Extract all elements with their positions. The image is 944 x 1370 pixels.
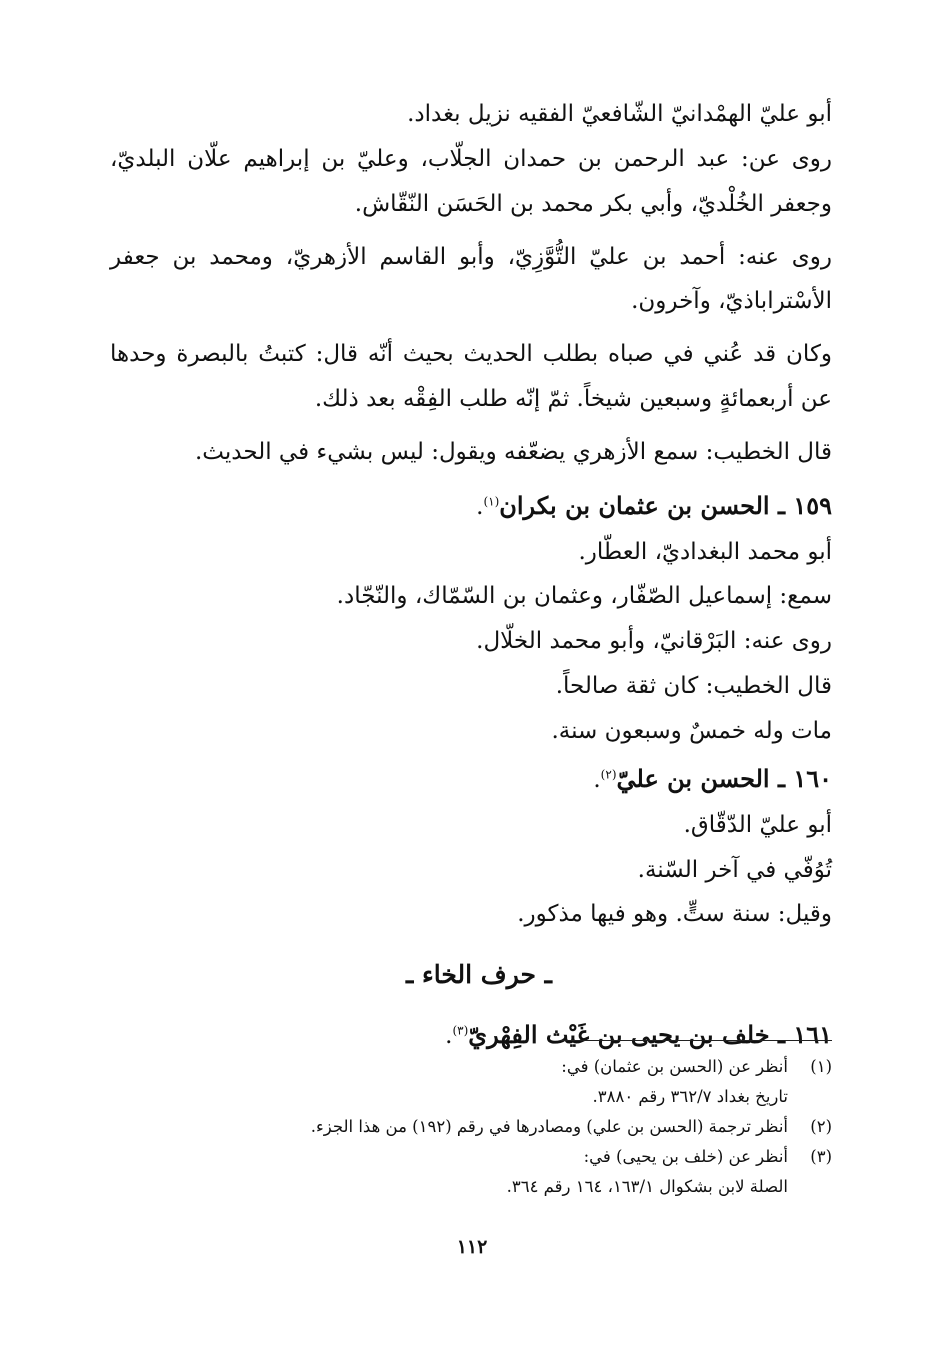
text-paragraph: قال الخطيب: سمع الأزهري يضعّفه ويقول: ليس بشيء في الحديث.	[195, 438, 832, 465]
footnote-text: أنظر ترجمة (الحسن بن علي) ومصادرها في رقم (١٩٢) من هذا الجزء.	[310, 1117, 788, 1137]
entry-end-mark: .	[476, 493, 484, 520]
footnote	[110, 1052, 832, 1082]
entry-160	[110, 756, 832, 937]
footnote-text: أنظر عن (خلف بن يحيى) في:	[583, 1147, 788, 1167]
footnote-ref: (٣)	[452, 1023, 469, 1038]
footnote-number: (٢)	[810, 1117, 832, 1137]
text-paragraph: وكان قد عُني في صباه بطلب الحديث بحيث أنّه قال: كتبتُ بالبصرة وحدها عن أربعمائةٍ وسبعين شيخاً. ثمّ إنّه طلب الفِقْه بعد ذلك.	[110, 341, 832, 413]
entry-heading	[110, 483, 832, 530]
text-paragraph: روى عن: عبد الرحمن بن حمدان الجلّاب، وعليّ بن إبراهيم علّان البلديّ، وجعفر الخُلْديّ، وأبي بكر محمد بن الحَسَن النّقّاش.	[110, 145, 832, 217]
text-paragraph: روى عنه: أحمد بن عليّ التُّوَّزِيّ، وأبو القاسم الأزهريّ، ومحمد بن جعفر الأسْتراباذيّ، وآخرون.	[110, 243, 832, 315]
entry-title: ١٥٩ ـ الحسن بن عثمان بن بكران	[499, 490, 832, 520]
footnote-number: (٣)	[810, 1147, 832, 1167]
entry-159	[110, 483, 832, 754]
footnotes	[110, 1052, 832, 1202]
footnote-text: الصلة لابن بشكوال ١٦٣/١، ١٦٤ رقم ٣٦٤.	[506, 1177, 788, 1197]
entry-line: وقيل: سنة ستٍّ. وهو فيها مذكور.	[517, 901, 832, 928]
entry-title: ١٦٠ ـ الحسن بن عليّ	[616, 763, 832, 793]
footnote	[110, 1142, 832, 1172]
footnote-ref: (٢)	[600, 767, 617, 782]
entry-line: أبو محمد البغداديّ، العطّار.	[578, 538, 832, 565]
footnote-ref: (١)	[483, 494, 500, 509]
entry-title: ١٦١ ـ خلف بن يحيى بن غَيْث الفِهْريّ	[468, 1019, 832, 1049]
section-heading: ـ حرف الخاء ـ	[406, 960, 552, 990]
entry-end-mark: .	[593, 766, 601, 793]
entry-line: سمع: إسماعيل الصّفّار، وعثمان بن السّمّاك، والنّجّاد.	[336, 583, 832, 610]
footnote-text: تاريخ بغداد ٣٦٢/٧ رقم ٣٨٨٠.	[592, 1087, 788, 1107]
footnote-text: أنظر عن (الحسن بن عثمان) في:	[561, 1057, 788, 1076]
entry-end-mark: .	[445, 1022, 453, 1049]
footnote-divider	[560, 1040, 832, 1041]
entry-heading	[110, 756, 832, 803]
entry-line: روى عنه: البَرْقانيّ، وأبو محمد الخلّال.	[476, 628, 832, 655]
main-text	[110, 92, 832, 1059]
entry-line: تُوُفّي في آخر السّنة.	[637, 856, 832, 883]
entry-line: قال الخطيب: كان ثقة صالحاً.	[555, 673, 832, 700]
entry-line: أبو عليّ الدّقّاق.	[683, 811, 832, 838]
footnote	[110, 1112, 832, 1142]
page-number: ١١٢	[456, 1236, 488, 1258]
entry-line: مات وله خمسٌ وسبعون سنة.	[551, 717, 832, 744]
footnote-number: (١)	[810, 1057, 832, 1076]
text-line: أبو عليّ الهمْدانيّ الشّافعيّ الفقيه نزيل بغداد.	[407, 101, 832, 127]
